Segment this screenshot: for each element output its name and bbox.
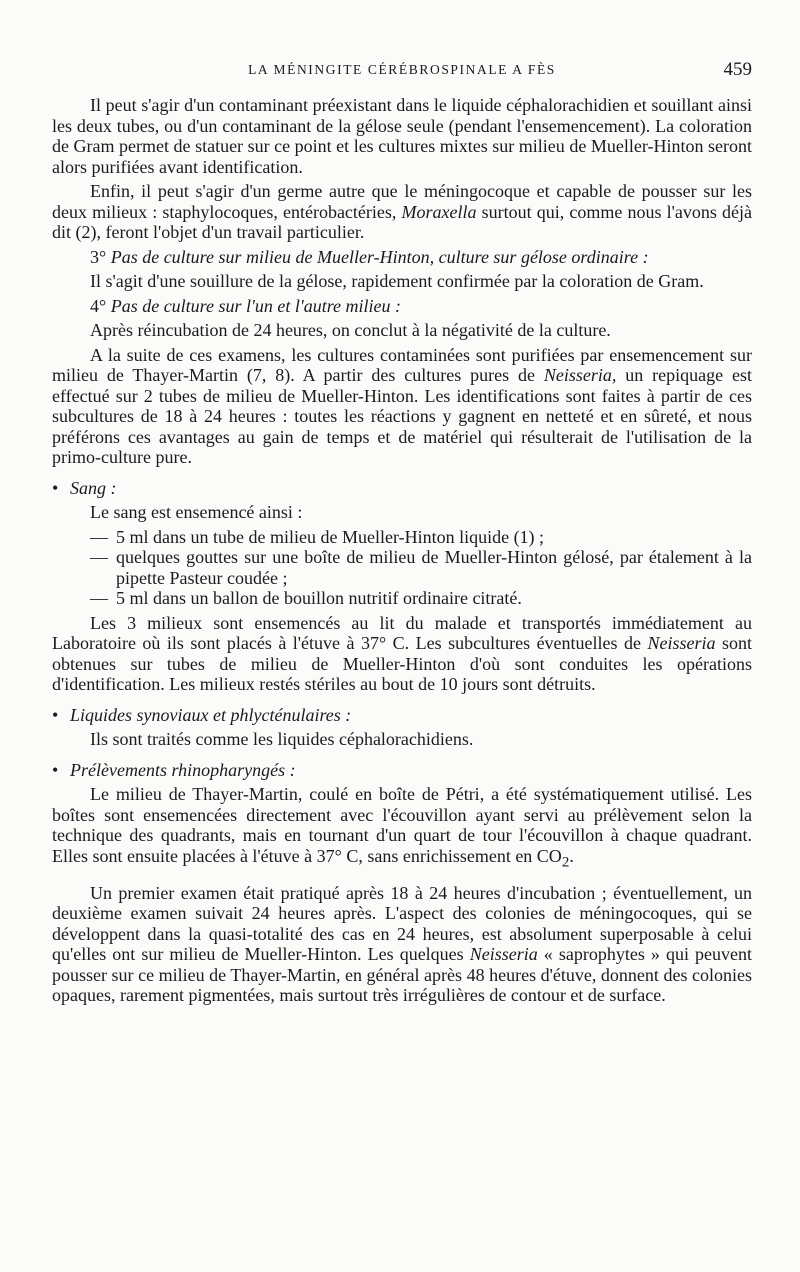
italic-term: Neisseria [469, 944, 538, 965]
sang-list-item [52, 588, 752, 609]
subscript: 2 [561, 854, 570, 871]
paragraph-thayer-martin [52, 784, 752, 873]
paragraph-text: A la suite de ces examens, les cultures contaminées sont purifiées par ensemencement sur milieu de Thayer-Martin (7, 8). A partir des cultures pures de [52, 344, 752, 385]
paragraph-premier-examen [52, 883, 752, 1006]
heading-text: Pas de culture sur milieu de Mueller-Hinton, culture sur gélose ordinaire : [106, 246, 649, 267]
body-text [52, 95, 752, 1010]
paragraph-text: Enfin, il peut s'agir d'un germe autre que le méningocoque et capable de pousser sur les deux milieux : staphylocoques, entérobactéries, [52, 181, 752, 222]
dash-icon: — [90, 547, 108, 567]
paragraph-text: Après réincubation de 24 heures, on conclut à la négativité de la culture. [90, 320, 611, 340]
bullet-icon: • [52, 759, 59, 780]
list-item-text: 5 ml dans un ballon de bouillon nutritif ordinaire citraté. [116, 588, 522, 608]
dash-icon: — [90, 588, 108, 608]
paragraph-milieux [52, 613, 752, 695]
paragraph-enfin [52, 181, 752, 243]
bullet-liquides [52, 705, 752, 726]
paragraph-text: surtout qui, comme nous l'avons déjà dit (2), feront l'objet d'un travail particulier. [52, 201, 752, 242]
italic-term: Neisseria [647, 633, 716, 653]
list-item-text: 5 ml dans un tube de milieu de Mueller-Hinton liquide (1) ; [116, 526, 545, 547]
bullet-sang [52, 478, 752, 499]
paragraph-text: Il peut s'agir d'un contaminant préexistant dans le liquide céphalorachidien et souillant ainsi les deux tubes, ou d'un contaminant de la gélose seule (pendant l'ensemencement). La coloration de Gram permet de statuer sur ce point et les cultures mixtes sur milieu de Mueller-Hinton seront alors purifiées avant identification. [52, 95, 752, 177]
bullet-heading: Sang : [70, 477, 117, 498]
page-header [52, 59, 752, 86]
sang-list-item [52, 527, 752, 548]
bullet-prelevements [52, 760, 752, 781]
sang-list-item [52, 547, 752, 588]
paragraph-text: Il s'agit d'une souillure de la gélose, rapidement confirmée par la coloration de Gram. [90, 271, 704, 291]
paragraph-contaminant [52, 95, 752, 177]
paragraph-text: Le sang est ensemencé ainsi : [90, 502, 303, 522]
page-number: 459 [723, 59, 752, 80]
liquides-text [52, 729, 752, 750]
paragraph-text: Le milieu de Thayer-Martin, coulé en boîte de Pétri, a été systématiquement utilisé. Les boîtes sont ensemencées directement avec l'écouvillon ayant servi au prélèvement selon la technique des quadrants, mais en tournant d'un quart de tour l'écouvillon à chaque quadrant. Elles sont ensuite placées à l'étuve à 37° C, sans enrichissement en CO [52, 784, 752, 866]
bullet-icon: • [52, 704, 59, 725]
heading-text: Pas de culture sur l'un et l'autre milieu : [106, 295, 402, 316]
paragraph-souillure [52, 271, 752, 292]
paragraph-purification [52, 345, 752, 468]
italic-term: Moraxella [401, 201, 477, 222]
heading-number: 3° [90, 246, 107, 267]
paragraph-text: sont obtenues sur tubes de milieu de Mueller-Hinton d'où sont conduites les opérations d'identification. Les milieux restés stériles au bout de 10 jours sont détruits. [52, 633, 752, 694]
heading-case-4 [52, 296, 752, 317]
italic-term: Neisseria, [543, 365, 617, 385]
bullet-icon: • [52, 477, 59, 498]
paragraph-reincubation [52, 320, 752, 341]
running-title: LA MÉNINGITE CÉRÉBROSPINALE A FÈS [248, 62, 556, 77]
paragraph-text: « saprophytes » qui peuvent pousser sur ce milieu de Thayer-Martin, en général après 48 heures d'étuve, donnent des colonies opaques, rarement pigmentées, mais surtout très irrégulières de contour et de surface. [52, 944, 752, 1006]
list-item-text: quelques gouttes sur une boîte de milieu de Mueller-Hinton gélosé, par étalement à la pipette Pasteur coudée ; [116, 547, 752, 588]
paragraph-text: Les 3 milieux sont ensemencés au lit du malade et transportés immédiatement au Laboratoire où ils sont placés à l'étuve à 37° C. Les subcultures éventuelles de [52, 612, 752, 653]
dash-icon: — [90, 526, 108, 547]
paragraph-text: un repiquage est effectué sur 2 tubes de milieu de Mueller-Hinton. Les identifications sont faites à partir de ces subcultures de 18 à 24 heures : toutes les réactions y gagnent en netteté et en sûreté, et nous préférons ces avantages au gain de temps et de matériel qui résulterait de l'utilisation de la primo-culture pure. [52, 365, 752, 467]
heading-case-3 [52, 247, 752, 268]
paragraph-text: Ils sont traités comme les liquides céphalorachidiens. [90, 729, 474, 749]
bullet-heading: Prélèvements rhinopharyngés : [70, 759, 296, 780]
sang-intro [52, 502, 752, 523]
paragraph-text: . [569, 845, 574, 866]
paragraph-text: Un premier examen était pratiqué après 18 à 24 heures d'incubation ; éventuellement, un deuxième examen suivait 24 heures après. L'aspect des colonies de méningocoques, qui se développent dans la quasi-totalité des cas en 24 heures, est absolument superposable à celui qu'elles ont sur milieu de Mueller-Hinton. Les quelques [52, 882, 752, 965]
heading-number: 4° [90, 295, 107, 316]
bullet-heading: Liquides synoviaux et phlycténulaires : [70, 704, 352, 725]
